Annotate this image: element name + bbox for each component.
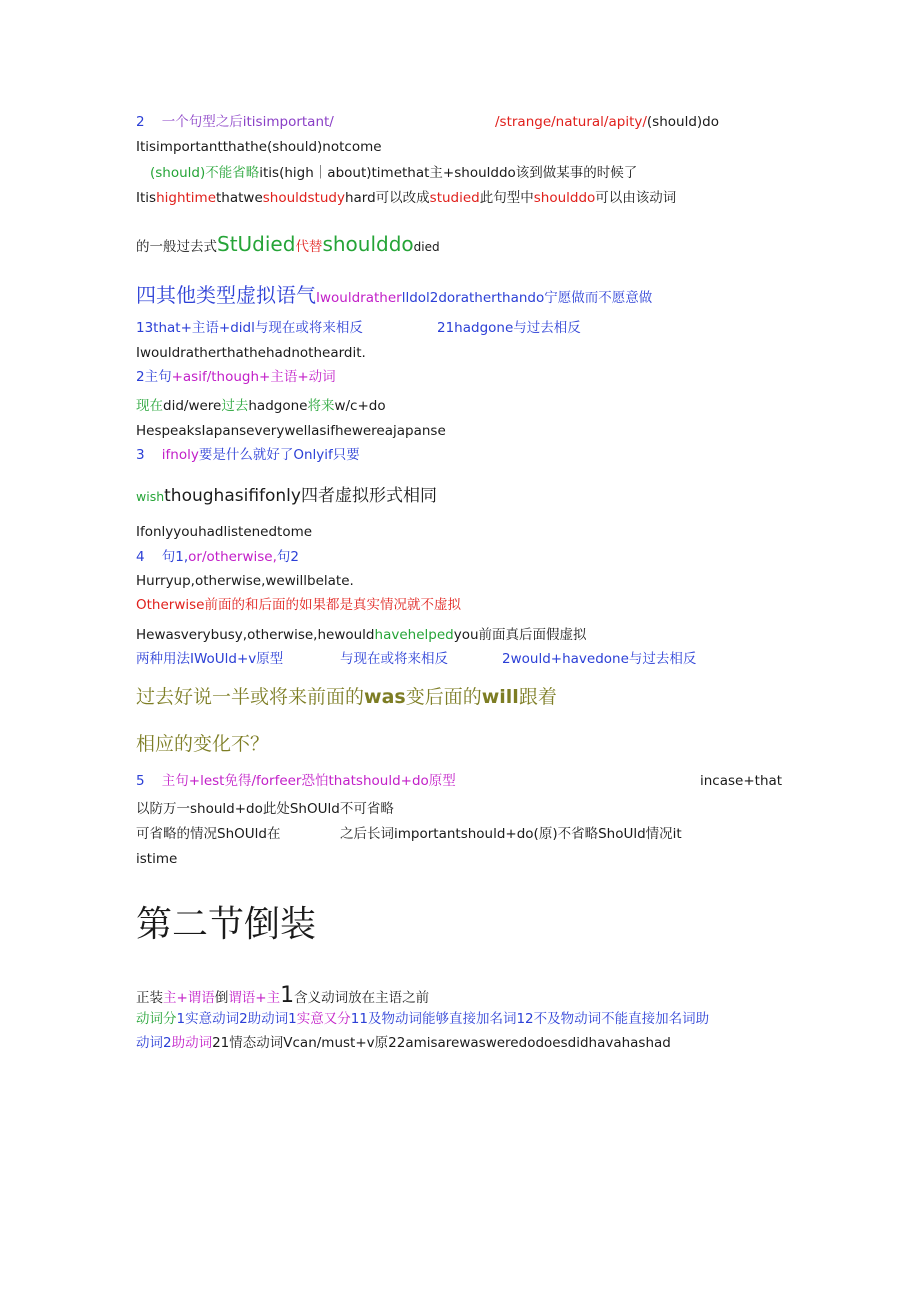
otherwise-note: Otherwise前面的和后面的如果都是真实情况就不虚拟	[136, 597, 461, 613]
otherwise-rule	[136, 549, 299, 566]
text-segment: 主句	[161, 773, 189, 789]
page-heading: 第二节倒装	[136, 904, 317, 945]
text-segment: 代替	[295, 239, 323, 255]
text-segment: lldol2doratherthando宁愿做而不愿意做	[401, 290, 653, 306]
text-segment: 可以由该动词	[595, 190, 677, 206]
text-segment: did/were	[163, 398, 222, 414]
text-segment: 倒	[214, 990, 229, 1006]
olive-note-line2: 相应的变化不？	[136, 733, 270, 755]
text-segment: 1	[280, 983, 295, 1008]
ifonly-rule	[136, 447, 360, 464]
text-segment: 主+谓语	[163, 990, 215, 1006]
example-sentence: Itisimportantthathe(should)notcome	[136, 139, 382, 155]
rule-text: 一个句型之后itisimportant/	[161, 114, 334, 130]
auxiliary-verbs	[136, 1035, 671, 1052]
text-segment: was	[364, 686, 406, 708]
rule-note	[150, 165, 637, 182]
text-segment: ifnoly	[161, 447, 199, 463]
text-segment: wish	[136, 489, 165, 504]
item-number: 3	[136, 447, 145, 463]
omit-case-continued: 之后长词importantshould+do(原)不省略ShoUld情况it	[340, 826, 682, 842]
text-segment: 动词2	[136, 1035, 172, 1051]
example-hightime	[136, 190, 676, 207]
text-segment: thatwe	[216, 190, 263, 206]
text-segment: studied	[429, 190, 480, 206]
example-sentence: Ifonlyyouhadlistenedtome	[136, 524, 313, 540]
example-sentence: HespeaksIapanseverywellasifhewereajapanse	[136, 423, 446, 439]
text-segment: 此句型中	[479, 190, 534, 206]
wish-rule	[136, 486, 437, 507]
text-segment: 跟着	[518, 686, 557, 708]
text-segment: 句1,	[161, 549, 189, 565]
olive-note-line1	[136, 686, 557, 710]
text-segment: thatshould+do原型	[328, 773, 456, 789]
text-segment: 助动词	[171, 1035, 213, 1051]
rule-21: 21hadgone与过去相反	[437, 320, 581, 336]
omit-case: 可省略的情况ShOUld在	[136, 826, 281, 842]
rule-2-line	[136, 114, 334, 131]
text-segment: you前面真后面假虚拟	[453, 627, 587, 643]
text-segment: 11及物动词能够直接加名词12不及物动词不能直接加名词助	[350, 1011, 710, 1027]
tense-rule	[136, 398, 386, 415]
text-segment: shoulddo	[533, 190, 596, 206]
text-segment: 过去好说一半或将来前面的	[136, 686, 365, 708]
example-sentence: Hurryup,otherwise,wewillbelate.	[136, 573, 354, 589]
text-segment: hadgone	[248, 398, 308, 414]
inversion-definition	[136, 982, 429, 1010]
text-segment: +asif/though+主语+动词	[171, 369, 336, 385]
rule-13: 13that+主语+didl与现在或将来相反	[136, 320, 363, 336]
item-number: 5	[136, 773, 145, 789]
section-title: 四其他类型虚拟语气	[136, 283, 316, 307]
text-segment: 将来	[307, 398, 335, 414]
text-segment: 动词分	[136, 1011, 177, 1027]
lest-note: 以防万一should+do此处ShOUld不可省略	[136, 801, 394, 817]
example-busy	[136, 627, 587, 644]
text-segment: 1实意动词2助动词1	[176, 1011, 297, 1027]
adjective-list: /strange/natural/apity/	[495, 114, 647, 130]
past-tense-line	[136, 232, 440, 257]
text-segment: died	[413, 240, 440, 254]
text-segment: will	[481, 686, 519, 708]
section-four-heading	[136, 283, 652, 308]
should-note: (should)不能省略	[150, 165, 260, 181]
text-segment: thoughasififonly四者虚拟形式相同	[164, 486, 437, 506]
should-do-text: (should)do	[646, 114, 719, 130]
text-segment: +lest免得/forfeer恐怕	[188, 773, 329, 789]
omit-case-end: istime	[136, 851, 178, 867]
text-segment: dodoesdidhavahashad	[518, 1035, 671, 1051]
item-number: 2	[136, 114, 145, 130]
text-segment: Itis	[136, 190, 157, 206]
item-number: 4	[136, 549, 145, 565]
lest-rule	[136, 773, 456, 790]
incase-text: incase+that	[700, 773, 783, 789]
text-segment: 过去	[221, 398, 249, 414]
example-sentence: Iwouldratherthathehadnotheardit.	[136, 345, 366, 361]
text-segment: havehelped	[374, 627, 454, 643]
two-usages: 两种用法IWoUld+v原型	[136, 651, 284, 667]
text-segment: hightime	[156, 190, 216, 206]
text-segment: 实意又分	[296, 1011, 351, 1027]
text-segment: Hewasverybusy,otherwise,hewould	[136, 627, 375, 643]
usage-past: 2would+havedone与过去相反	[502, 651, 697, 667]
text-segment: 只要	[332, 447, 360, 463]
asif-rule	[136, 369, 336, 386]
text-segment: 要是什么就好了	[198, 447, 294, 463]
text-segment: 谓语+主	[228, 990, 281, 1006]
text-segment: 2主句	[136, 369, 172, 385]
text-segment: w/c+do	[334, 398, 386, 414]
text-segment: 21情态动词Vcan/must+v原22amisarewaswere	[212, 1035, 519, 1051]
text-segment: 正装	[136, 990, 163, 1006]
itis-time-rule: itis(high｜about)timethat主+shoulddo该到做某事的时候了	[259, 165, 638, 181]
text-segment: 含义动词放在主语之前	[294, 990, 430, 1006]
text-segment: 现在	[136, 398, 163, 414]
text-segment: shouldstudy	[262, 190, 345, 206]
text-segment: hard可以改成	[344, 190, 430, 206]
text-segment: 变后面的	[405, 686, 482, 708]
text-segment: Onlyif	[293, 447, 333, 463]
text-segment: 句2	[276, 549, 299, 565]
text-segment: StUdied	[217, 232, 296, 256]
text-segment: Iwouldrather	[316, 290, 402, 306]
text-segment: 的一般过去式	[136, 239, 217, 255]
text-segment: or/otherwise,	[188, 549, 277, 565]
text-segment: shoulddo	[322, 232, 414, 256]
usage-present: 与现在或将来相反	[340, 651, 448, 667]
verb-classification	[136, 1011, 709, 1028]
rule-2-continuation	[495, 114, 719, 131]
